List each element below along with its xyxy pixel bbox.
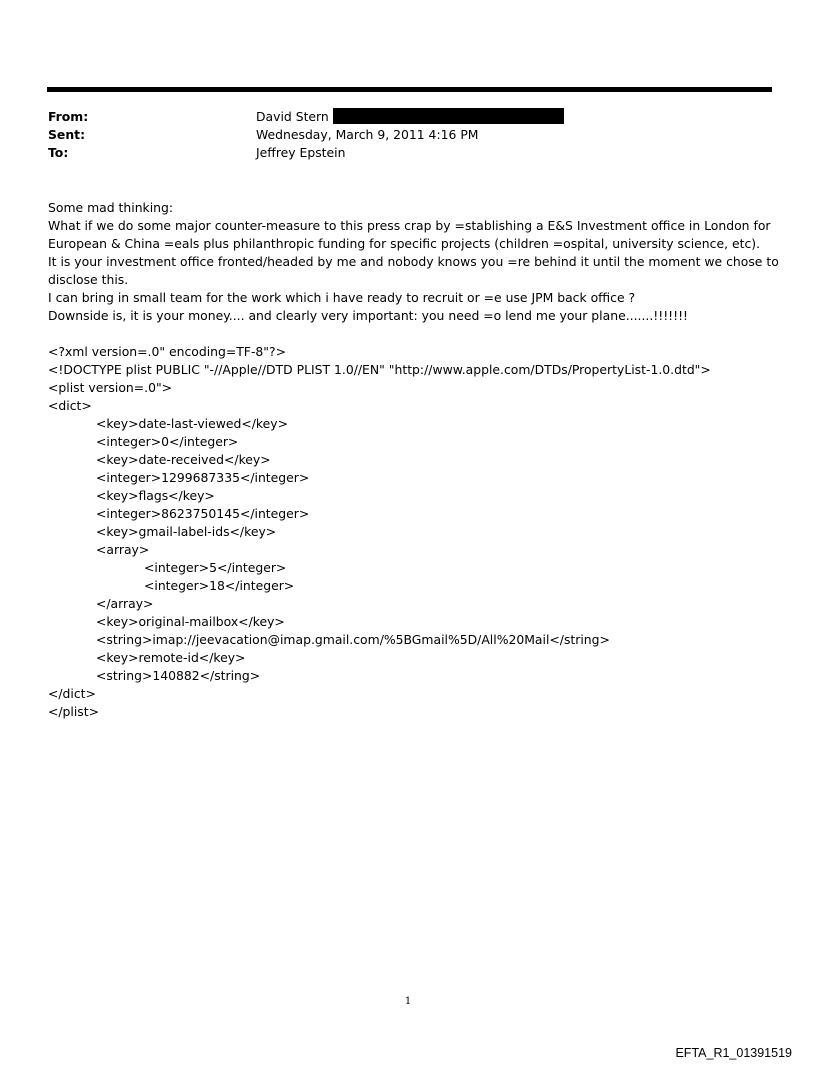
plist-entry: <integer>0</integer> [96,434,239,449]
plist-entry: <integer>8623750145</integer> [96,506,310,521]
plist-entry: <key>original-mailbox</key> [96,614,285,629]
plist-open-tag: <plist version=.0"> [48,380,173,395]
email-body [48,199,779,721]
document-id: EFTA_R1_01391519 [675,1046,792,1060]
sent-row [48,126,768,144]
array-close-tag: </array> [96,596,154,611]
plist-entry: <array> [96,542,150,557]
body-line: Downside is, it is your money.... and clearly very important: you need =o lend me your plane.......!!!!!!! [48,308,689,323]
to-label: To: [48,145,69,160]
to-value: Jeffrey Epstein [256,145,346,160]
sent-label: Sent: [48,127,86,142]
from-row [48,108,768,126]
from-value [256,108,564,126]
header-divider [47,87,772,92]
plist-entry: <key>gmail-label-ids</key> [96,524,277,539]
email-header [48,108,768,162]
plist-doctype: <!DOCTYPE plist PUBLIC "-//Apple//DTD PLIST 1.0//EN" "http://www.apple.com/DTDs/PropertyList-1.0.dtd"> [48,362,711,377]
to-row [48,144,768,162]
plist-xml-declaration: <?xml version=.0" encoding=TF-8"?> [48,344,286,359]
body-line: Some mad thinking: [48,200,174,215]
from-label: From: [48,109,89,124]
plist-entry: <string>imap://jeevacation@imap.gmail.com/%5BGmail%5D/All%20Mail</string> [96,632,610,647]
body-line: It is your investment office fronted/headed by me and nobody knows you =re behind it until the moment we chose to [48,254,779,269]
body-line: I can bring in small team for the work which i have ready to recruit or =e use JPM back office ? [48,290,636,305]
page-number: 1 [404,996,412,1007]
spacer [48,325,760,343]
dict-close-tag: </dict> [48,686,96,701]
plist-entry: <key>date-last-viewed</key> [96,416,288,431]
sender-name: David Stern [256,109,329,124]
body-line: disclose this. [48,272,129,287]
plist-entry: <key>date-received</key> [96,452,271,467]
dict-open-tag: <dict> [48,398,92,413]
plist-entry: <key>remote-id</key> [96,650,246,665]
plist-close-tag: </plist> [48,704,100,719]
body-line: What if we do some major counter-measure to this press crap by =stablishing a E&S Investment office in London for [48,218,771,233]
body-line: European & China =eals plus philanthropic funding for specific projects (children =ospital, university science, etc). [48,236,761,251]
sent-value: Wednesday, March 9, 2011 4:16 PM [256,127,479,142]
plist-array-item: <integer>5</integer> [144,560,287,575]
plist-entry: <string>140882</string> [96,668,261,683]
redaction-bar [333,108,564,124]
plist-entry: <integer>1299687335</integer> [96,470,310,485]
plist-entry: <key>flags</key> [96,488,215,503]
plist-array-item: <integer>18</integer> [144,578,295,593]
